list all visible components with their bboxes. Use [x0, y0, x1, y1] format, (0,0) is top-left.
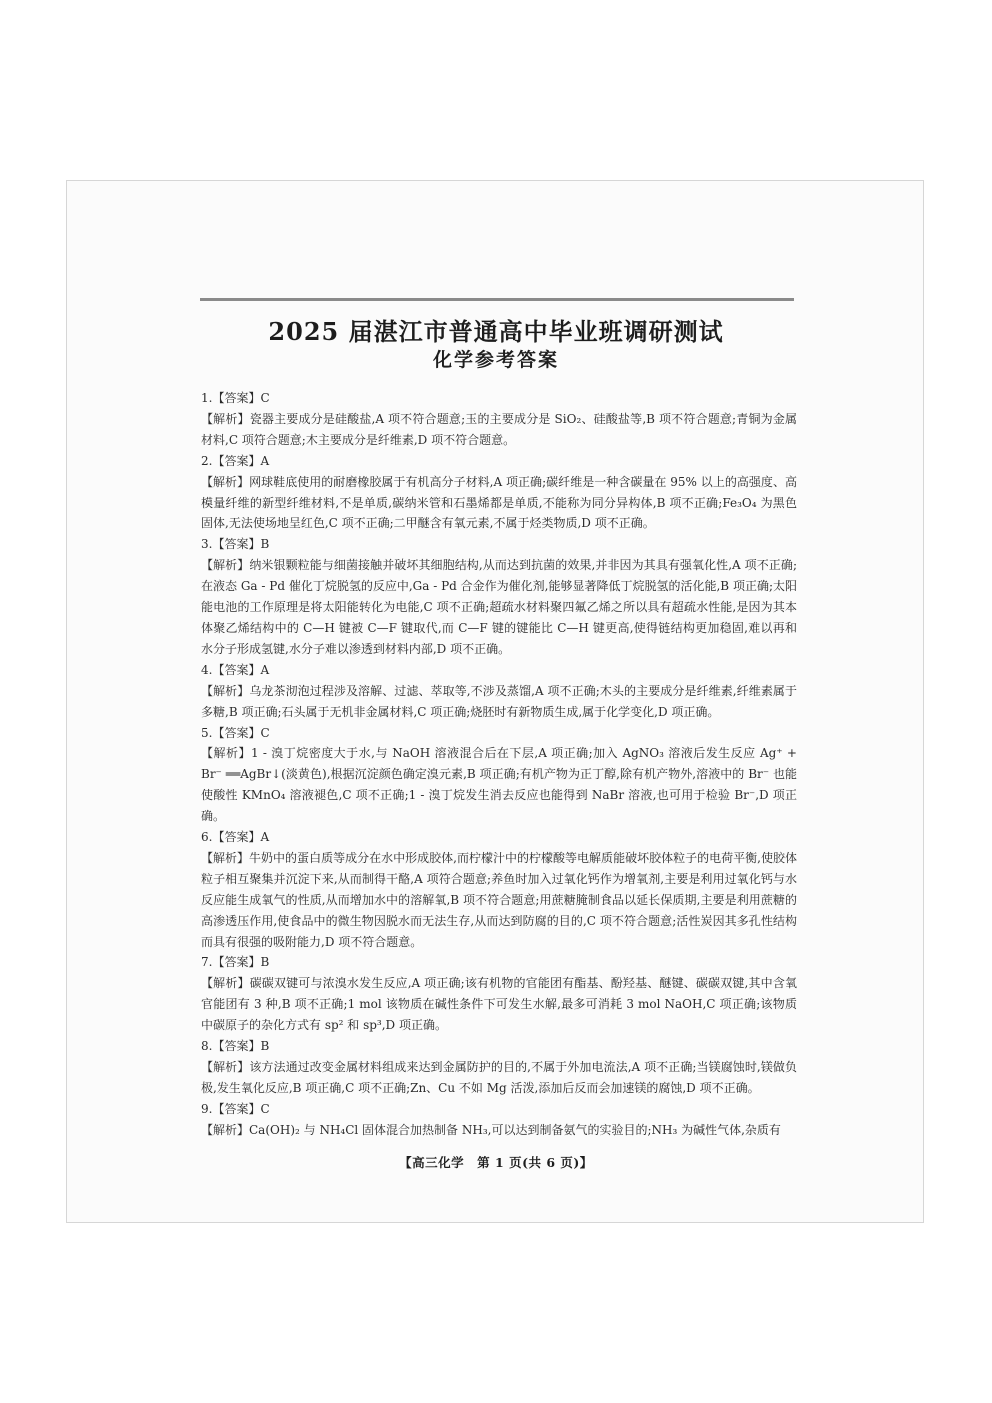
answer-sheet: [66, 180, 924, 1223]
question-5: [201, 723, 797, 828]
answer-line: 3.【答案】B: [201, 537, 270, 552]
analysis-text: 【解析】网球鞋底使用的耐磨橡胶属于有机高分子材料,A 项正确;碳纤维是一种含碳量在 95% 以上的高强度、高模量纤维的新型纤维材料,不是单质,碳纳米管和石墨烯都是单质,不能称为同分异构体,B 项不正确;Fe₃O₄ 为黑色固体,无法使场地呈红色,C 项不正确;二甲醚含有氧元素,不属于烃类物质,D 项不正确。: [201, 474, 797, 531]
question-9: [201, 1099, 797, 1141]
exam-title: 2025 届湛江市普通高中毕业班调研测试: [268, 317, 724, 346]
answer-line: 4.【答案】A: [201, 662, 270, 677]
question-3: [201, 534, 797, 659]
analysis-text: 【解析】纳米银颗粒能与细菌接触并破坏其细胞结构,从而达到抗菌的效果,并非因为其具有强氧化性,A 项不正确;在液态 Ga - Pd 催化丁烷脱氢的反应中,Ga - Pd 合金作为催化剂,能够显著降低丁烷脱氢的活化能,B 项正确;太阳能电池的工作原理是将太阳能转化为电能,C 项不正确;超疏水材料聚四氟乙烯之所以具有超疏水性能,是因为其本体聚乙烯结构中的 C—H 键被 C—F 键取代,而 C—F 键的键能比 C—H 键更高,使得链结构更加稳固,难以再和水分子形成氢键,水分子难以渗透到材料内部,D 项不正确。: [201, 558, 797, 656]
answer-key-subtitle: 化学参考答案: [432, 349, 559, 371]
question-1: [201, 388, 797, 451]
analysis-text: 【解析】乌龙茶沏泡过程涉及溶解、过滤、萃取等,不涉及蒸馏,A 项不正确;木头的主要成分是纤维素,纤维素属于多糖,B 项正确;石头属于无机非金属材料,C 项正确;烧胚时有新物质生成,属于化学变化,D 项正确。: [201, 683, 797, 719]
question-4: [201, 660, 797, 723]
answer-line: 9.【答案】C: [201, 1101, 270, 1116]
answer-line: 6.【答案】A: [201, 830, 270, 845]
analysis-text: 【解析】牛奶中的蛋白质等成分在水中形成胶体,而柠檬汁中的柠檬酸等电解质能破坏胶体粒子的电荷平衡,使胶体粒子相互聚集并沉淀下来,从而制得干酪,A 项符合题意;养鱼时加入过氧化钙作为增氧剂,主要是利用过氧化钙与水反应能生成氧气的性质,从而增加水中的溶解氧,B 项不符合题意;用蔗糖腌制食品以延长保质期,主要是利用蔗糖的高渗透压作用,使食品中的微生物因脱水而无法生存,从而达到防腐的目的,C 项不符合题意;活性炭因其多孔性结构而具有很强的吸附能力,D 项不符合题意。: [201, 850, 797, 949]
answer-line: 7.【答案】B: [201, 955, 270, 970]
question-2: [201, 451, 797, 535]
answer-line: 5.【答案】C: [201, 725, 270, 740]
header-rule: [200, 298, 794, 301]
page-footer: 【高三化学 第 1 页(共 6 页)】: [399, 1155, 593, 1170]
analysis-text: 【解析】瓷器主要成分是硅酸盐,A 项不符合题意;玉的主要成分是 SiO₂、硅酸盐等,B 项不符合题意;青铜为金属材料,C 项符合题意;木主要成分是纤维素,D 项不符合题意。: [201, 411, 797, 447]
analysis-text: 【解析】1 - 溴丁烷密度大于水,与 NaOH 溶液混合后在下层,A 项正确;加入 AgNO₃ 溶液后发生反应 Ag⁺ + Br⁻ ══AgBr↓(淡黄色),根据沉淀颜色确定溴元素,B 项正确;有机产物为正丁醇,除有机产物外,溶液中的 Br⁻ 也能使酸性 KMnO₄ 溶液褪色,C 项不正确;1 - 溴丁烷发生消去反应也能得到 NaBr 溶液,也可用于检验 Br⁻,D 项正确。: [201, 746, 797, 824]
answer-line: 1.【答案】C: [201, 391, 270, 405]
question-8: [201, 1036, 797, 1099]
question-6: [201, 827, 797, 952]
question-7: [201, 952, 797, 1036]
analysis-text: 【解析】该方法通过改变金属材料组成来达到金属防护的目的,不属于外加电流法,A 项不正确;当镁腐蚀时,镁做负极,发生氧化反应,B 项正确,C 项不正确;Zn、Cu 不如 Mg 活泼,添加后反而会加速镁的腐蚀,D 项不正确。: [201, 1060, 797, 1095]
answer-list: [201, 388, 797, 1141]
answer-line: 2.【答案】A: [201, 453, 270, 468]
analysis-text: 【解析】Ca(OH)₂ 与 NH₄Cl 固体混合加热制备 NH₃,可以达到制备氨气的实验目的;NH₃ 为碱性气体,杂质有: [201, 1122, 781, 1137]
analysis-text: 【解析】碳碳双键可与浓溴水发生反应,A 项正确;该有机物的官能团有酯基、酚羟基、醚键、碳碳双键,其中含氧官能团有 3 种,B 项不正确;1 mol 该物质在碱性条件下可发生水解,最多可消耗 3 mol NaOH,C 项正确;该物质中碳原子的杂化方式有 sp² 和 sp³,D 项正确。: [201, 976, 797, 1033]
answer-line: 8.【答案】B: [201, 1039, 270, 1054]
